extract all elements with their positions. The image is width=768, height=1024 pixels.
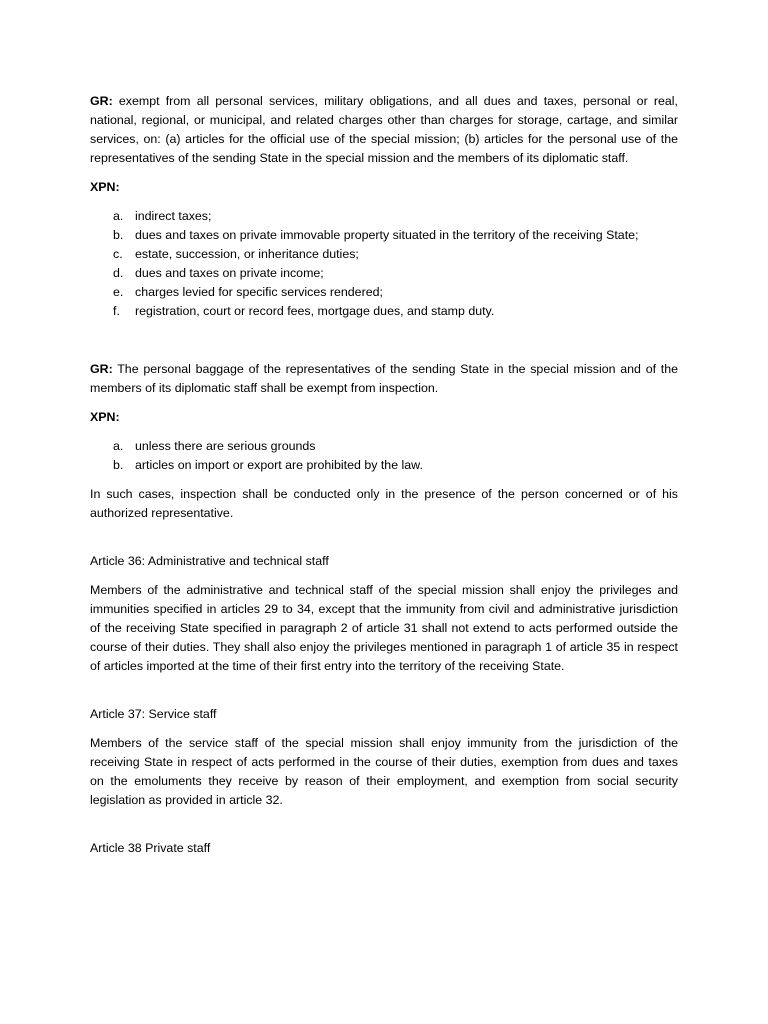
list-item: [90, 283, 678, 302]
section2-gr-text: The personal baggage of the representatives of the sending State in the special mission and of the members of its diplomatic staff shall be exempt from inspection.: [90, 362, 678, 395]
list-item: [90, 456, 678, 475]
list-marker: b.: [113, 228, 124, 242]
list-item: [90, 245, 678, 264]
spacer: [90, 331, 678, 360]
section1-exceptions-list: [90, 207, 678, 321]
list-marker: f.: [113, 304, 120, 318]
list-item: [90, 437, 678, 456]
list-item-text: registration, court or record fees, mortgage dues, and stamp duty.: [135, 304, 495, 318]
list-marker: a.: [113, 439, 124, 453]
section2-xpn-label: XPN:: [90, 410, 120, 424]
document-page: [90, 92, 678, 868]
spacer: [90, 820, 678, 839]
list-item-text: charges levied for specific services rendered;: [135, 285, 383, 299]
article37-body: Members of the service staff of the special mission shall enjoy immunity from the jurisdiction of the receiving State in respect of acts performed in the course of their duties, exemption from dues and taxes on the emoluments they receive by reason of their employment, and exemption from social security legislation as provided in article 32.: [90, 736, 678, 807]
section2-gr-paragraph: [90, 360, 678, 398]
list-item: [90, 226, 678, 245]
list-item: [90, 207, 678, 226]
list-marker: d.: [113, 266, 124, 280]
list-item-text: unless there are serious grounds: [135, 439, 316, 453]
list-item-text: indirect taxes;: [135, 209, 212, 223]
section1-gr-paragraph: [90, 92, 678, 168]
list-item-text: articles on import or export are prohibited by the law.: [135, 458, 423, 472]
spacer: [90, 686, 678, 705]
article36-body: Members of the administrative and technical staff of the special mission shall enjoy the privileges and immunities specified in articles 29 to 34, except that the immunity from civil and administrative jurisdiction of the receiving State specified in paragraph 2 of article 31 shall not extend to acts performed outside the course of their duties. They shall also enjoy the privileges mentioned in paragraph 1 of article 35 in respect of articles imported at the time of their first entry into the territory of the receiving State.: [90, 583, 678, 673]
section2-exceptions-list: [90, 437, 678, 475]
section2-gr-label: GR:: [90, 362, 113, 376]
list-item-text: dues and taxes on private income;: [135, 266, 324, 280]
list-item: [90, 264, 678, 283]
list-item: [90, 302, 678, 321]
list-marker: c.: [113, 247, 123, 261]
article37-heading: Article 37: Service staff: [90, 707, 217, 721]
article36-heading: Article 36: Administrative and technical staff: [90, 554, 329, 568]
section2-note: In such cases, inspection shall be conducted only in the presence of the person concerned or of his authorized representative.: [90, 487, 678, 520]
article38-heading: Article 38 Private staff: [90, 841, 211, 855]
list-marker: b.: [113, 458, 124, 472]
list-marker: e.: [113, 285, 124, 299]
spacer: [90, 533, 678, 552]
section1-gr-label: GR:: [90, 94, 113, 108]
section1-xpn-label: XPN:: [90, 180, 120, 194]
list-item-text: estate, succession, or inheritance duties;: [135, 247, 359, 261]
list-marker: a.: [113, 209, 124, 223]
list-item-text: dues and taxes on private immovable property situated in the territory of the receiving State;: [135, 228, 639, 242]
section1-gr-text: exempt from all personal services, military obligations, and all dues and taxes, personal or real, national, regional, or municipal, and related charges other than charges for storage, cartage, and similar services, on: (a) articles for the official use of the special mission; (b) articles for the personal use of the representatives of the sending State in the special mission and the members of its diplomatic staff.: [90, 94, 678, 165]
